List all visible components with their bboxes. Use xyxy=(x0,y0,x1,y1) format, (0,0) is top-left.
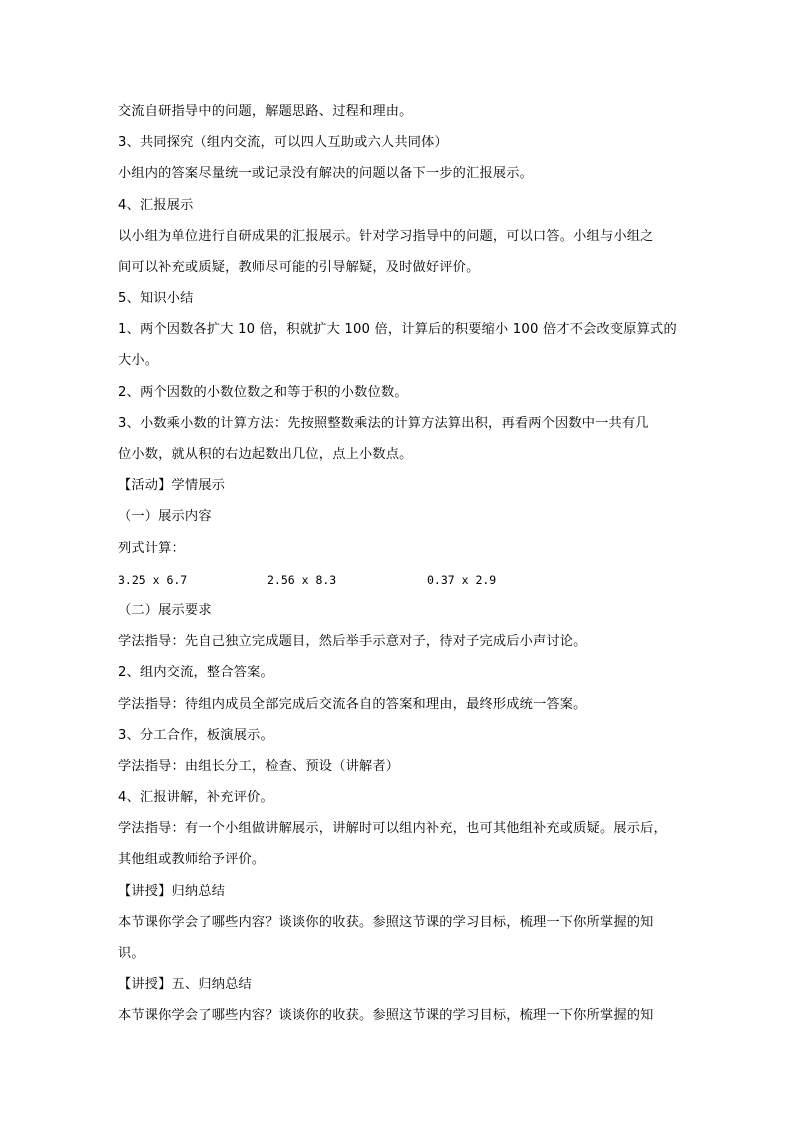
text-line: 2、组内交流，整合答案。 xyxy=(118,665,274,680)
text-line: 2、两个因数的小数位数之和等于积的小数位数。 xyxy=(118,385,408,400)
activity-heading: 【活动】学情展示 xyxy=(118,478,226,493)
text-line: 以小组为单位进行自研成果的汇报展示。针对学习指导中的问题，可以口答。小组与小组之 xyxy=(118,229,654,244)
text-line: 识。 xyxy=(118,946,145,961)
text-line: 3、分工合作，板演展示。 xyxy=(118,728,274,743)
section-heading: 5、知识小结 xyxy=(118,291,194,306)
text-line: 交流自研指导中的问题，解题思路、过程和理由。 xyxy=(118,104,413,119)
text-line: 1、两个因数各扩大 10 倍，积就扩大 100 倍，计算后的积要缩小 100 倍才不会改变原算式的 xyxy=(118,322,677,337)
calculation-item: 0.37 x 2.9 xyxy=(427,573,497,587)
text-line: 学法指导：由组长分工，检查、预设（讲解者） xyxy=(118,759,400,774)
subsection-heading: （二）展示要求 xyxy=(118,603,212,618)
text-line: 大小。 xyxy=(118,353,159,368)
section-heading: 3、共同探究（组内交流，可以四人互助或六人共同体） xyxy=(118,135,448,150)
text-line: 列式计算： xyxy=(118,541,185,556)
text-line: 小组内的答案尽量统一或记录没有解决的问题以备下一步的汇报展示。 xyxy=(118,166,534,181)
text-line: 学法指导：有一个小组做讲解展示，讲解时可以组内补充，也可其他组补充或质疑。展示后， xyxy=(118,821,667,836)
text-line: 本节课你学会了哪些内容？谈谈你的收获。参照这节课的学习目标，梳理一下你所掌握的知 xyxy=(118,1008,654,1023)
subsection-heading: （一）展示内容 xyxy=(118,509,212,524)
text-line: 学法指导：待组内成员全部完成后交流各自的答案和理由，最终形成统一答案。 xyxy=(118,697,587,712)
text-line: 其他组或教师给予评价。 xyxy=(118,852,266,867)
text-line: 3、小数乘小数的计算方法：先按照整数乘法的计算方法算出积，再看两个因数中一共有几 xyxy=(118,416,649,431)
calculation-item: 3.25 x 6.7 xyxy=(118,573,188,587)
text-line: 本节课你学会了哪些内容？谈谈你的收获。参照这节课的学习目标，梳理一下你所掌握的知 xyxy=(118,915,654,930)
activity-heading: 【讲授】归纳总结 xyxy=(118,884,226,899)
text-line: 4、汇报讲解，补充评价。 xyxy=(118,790,274,805)
text-line: 间可以补充或质疑，教师尽可能的引导解疑，及时做好评价。 xyxy=(118,260,480,275)
section-heading: 4、汇报展示 xyxy=(118,198,194,213)
calculation-item: 2.56 x 8.3 xyxy=(267,573,337,587)
text-line: 学法指导：先自己独立完成题目，然后举手示意对子，待对子完成后小声讨论。 xyxy=(118,634,587,649)
text-line: 位小数，就从积的右边起数出几位，点上小数点。 xyxy=(118,447,413,462)
activity-heading: 【讲授】五、归纳总结 xyxy=(118,977,252,992)
